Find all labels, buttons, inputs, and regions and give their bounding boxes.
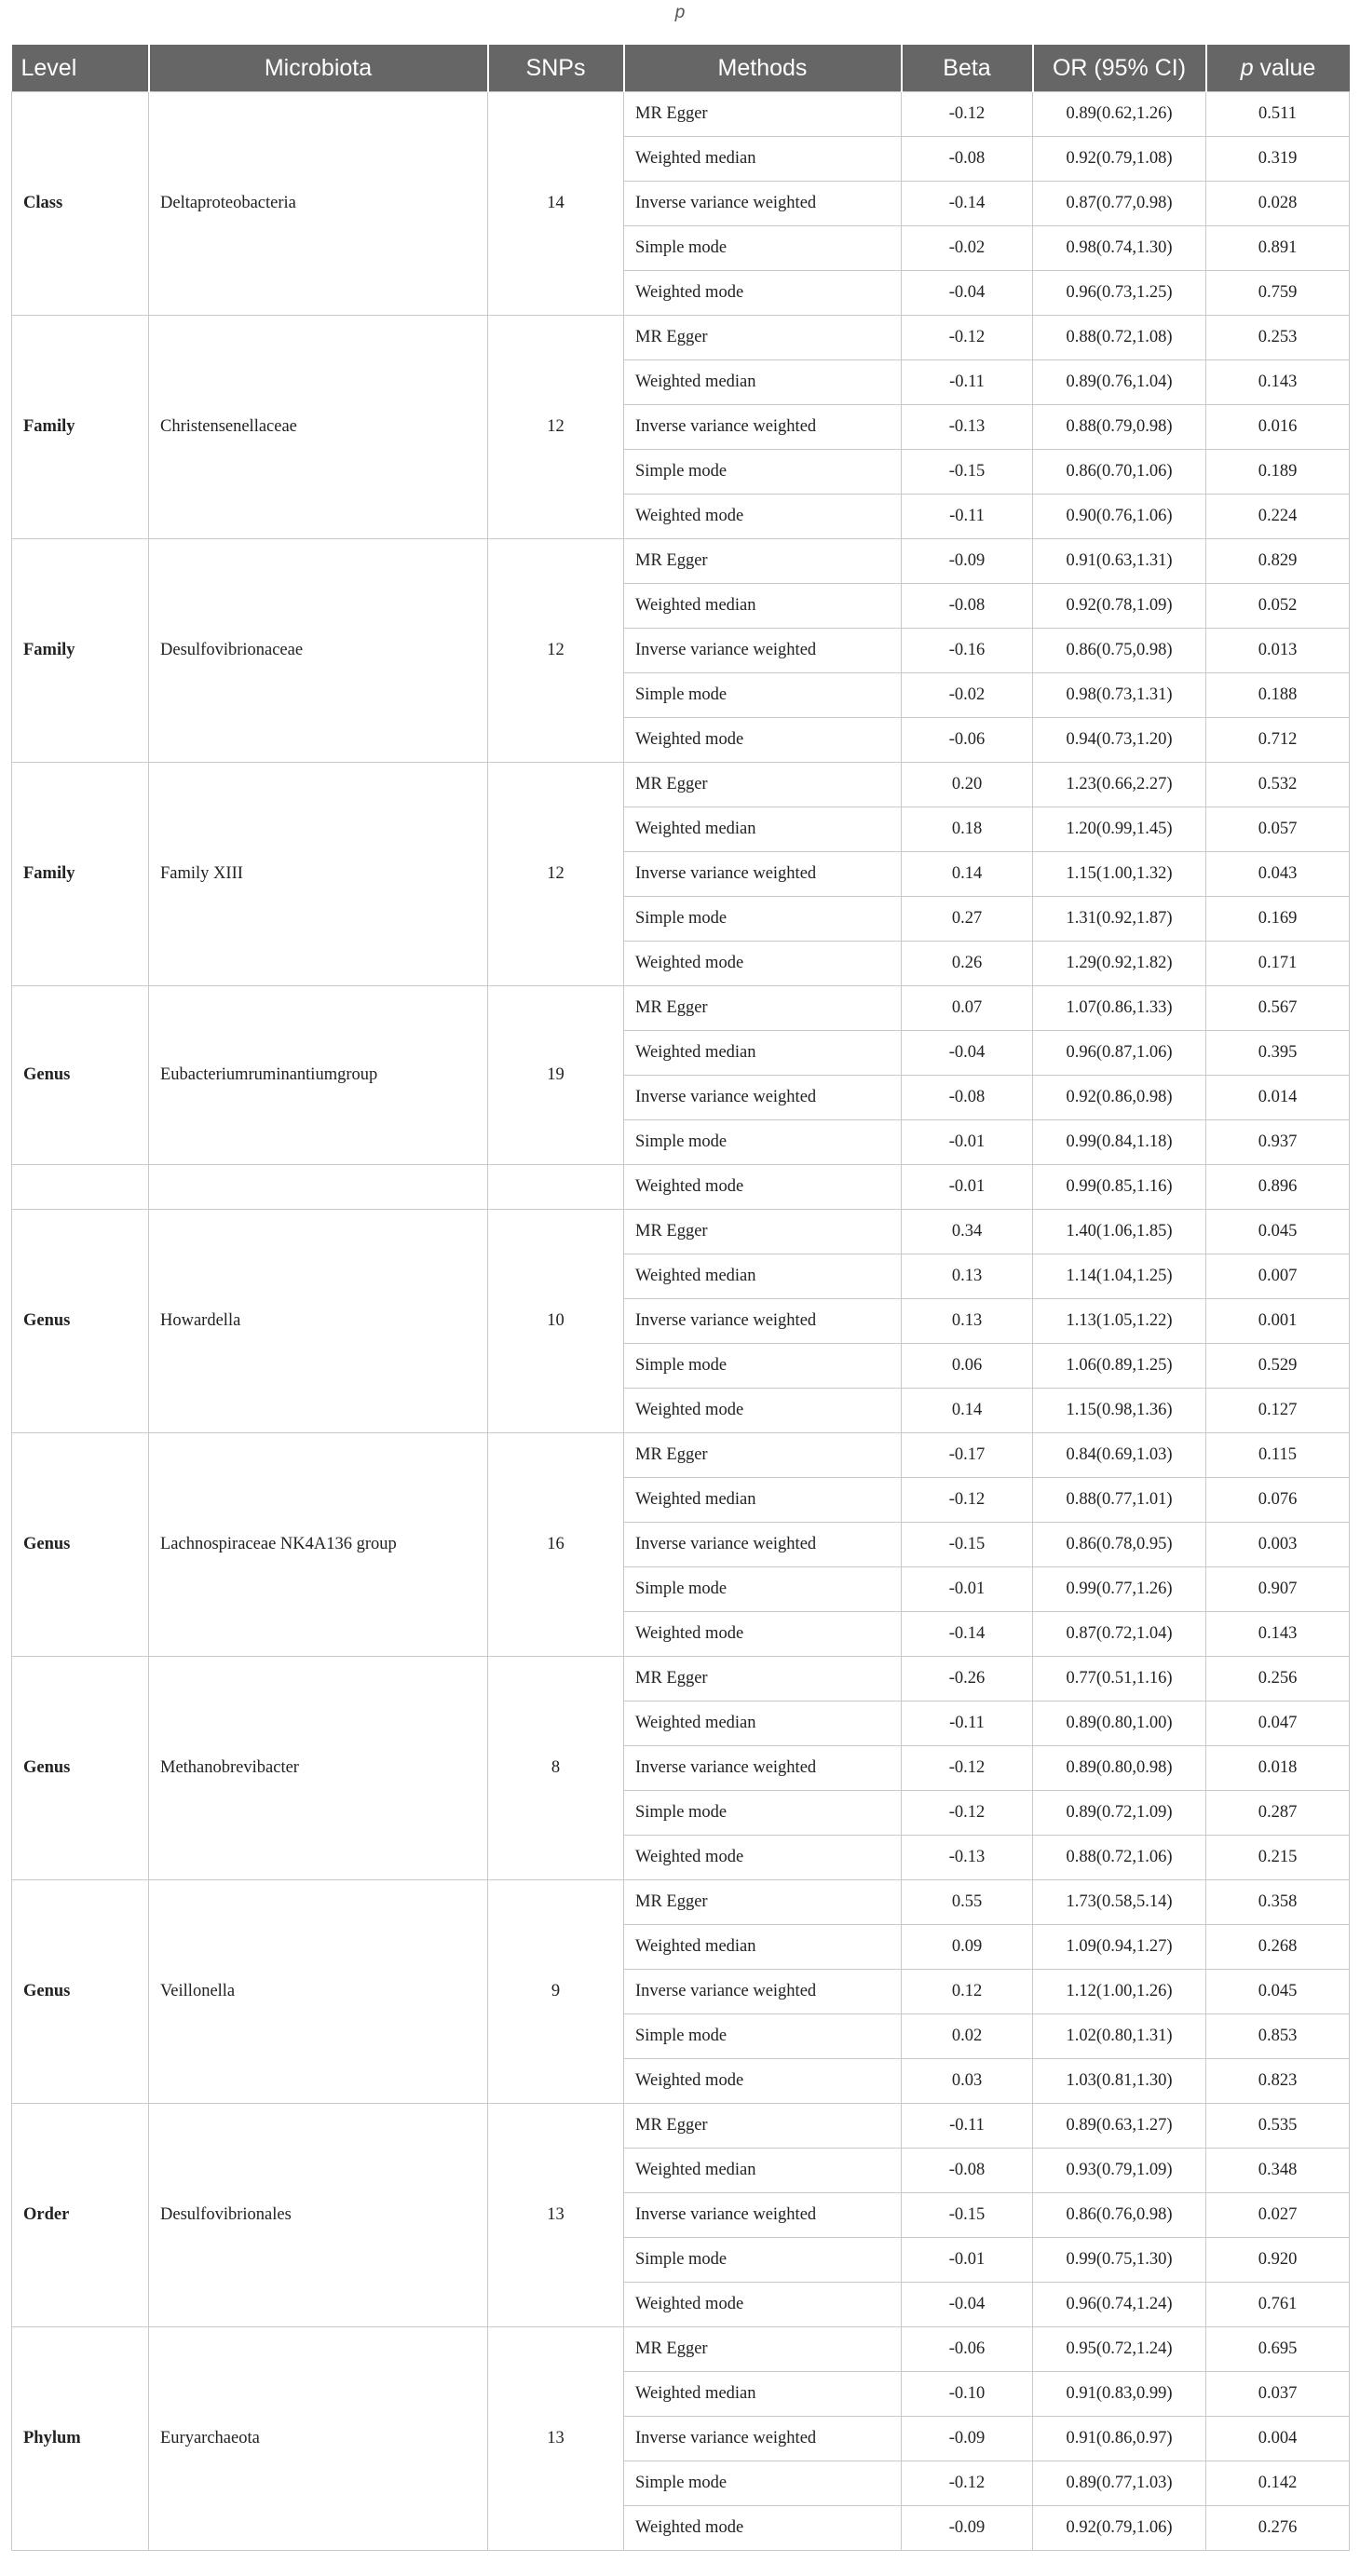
level-cell: Phylum: [12, 2327, 149, 2551]
header-beta: Beta: [902, 45, 1033, 92]
or-ci-cell: 0.88(0.72,1.06): [1033, 1836, 1206, 1880]
or-ci-cell: 1.73(0.58,5.14): [1033, 1880, 1206, 1925]
p-value-cell: 0.188: [1206, 673, 1350, 718]
method-cell: Inverse variance weighted: [624, 405, 902, 450]
beta-cell: 0.09: [902, 1925, 1033, 1970]
table-row: [12, 1880, 1350, 1925]
or-ci-cell: 0.77(0.51,1.16): [1033, 1657, 1206, 1702]
beta-cell: -0.12: [902, 316, 1033, 360]
method-cell: Simple mode: [624, 450, 902, 495]
p-value-cell: 0.143: [1206, 360, 1350, 405]
or-ci-cell: 0.96(0.73,1.25): [1033, 271, 1206, 316]
snps-cell: 19: [488, 986, 624, 1165]
method-cell: Simple mode: [624, 2461, 902, 2506]
beta-cell: -0.13: [902, 1836, 1033, 1880]
p-value-cell: 0.829: [1206, 539, 1350, 584]
or-ci-cell: 0.94(0.73,1.20): [1033, 718, 1206, 763]
microbiota-cell: Desulfovibrionaceae: [149, 539, 488, 763]
p-value-cell: 0.535: [1206, 2104, 1350, 2149]
p-value-cell: 0.567: [1206, 986, 1350, 1031]
method-cell: Inverse variance weighted: [624, 1970, 902, 2014]
header-level: Level: [12, 45, 149, 92]
microbiota-cell: Howardella: [149, 1210, 488, 1433]
or-ci-cell: 1.09(0.94,1.27): [1033, 1925, 1206, 1970]
beta-cell: -0.04: [902, 1031, 1033, 1076]
table-row: [12, 2327, 1350, 2372]
table-row: [12, 316, 1350, 360]
method-cell: Weighted median: [624, 2149, 902, 2193]
method-cell: MR Egger: [624, 539, 902, 584]
beta-cell: -0.08: [902, 1076, 1033, 1120]
p-value-cell: 0.052: [1206, 584, 1350, 629]
p-value-cell: 0.043: [1206, 852, 1350, 897]
method-cell: Inverse variance weighted: [624, 629, 902, 673]
table-header: [12, 45, 1350, 92]
beta-cell: -0.08: [902, 137, 1033, 182]
beta-cell: -0.09: [902, 539, 1033, 584]
method-cell: Weighted median: [624, 1031, 902, 1076]
method-cell: Weighted median: [624, 2372, 902, 2417]
microbiota-cell: Veillonella: [149, 1880, 488, 2104]
p-value-cell: 0.224: [1206, 495, 1350, 539]
level-cell: Genus: [12, 1210, 149, 1433]
level-cell: Family: [12, 316, 149, 539]
level-cell: [12, 1165, 149, 1210]
level-cell: Genus: [12, 986, 149, 1165]
p-value-cell: 0.171: [1206, 942, 1350, 986]
level-cell: Class: [12, 92, 149, 316]
method-cell: Inverse variance weighted: [624, 1299, 902, 1344]
p-value-cell: 0.529: [1206, 1344, 1350, 1389]
or-ci-cell: 0.99(0.85,1.16): [1033, 1165, 1206, 1210]
p-value-cell: 0.007: [1206, 1254, 1350, 1299]
or-ci-cell: 1.23(0.66,2.27): [1033, 763, 1206, 807]
p-value-cell: 0.253: [1206, 316, 1350, 360]
or-ci-cell: 0.95(0.72,1.24): [1033, 2327, 1206, 2372]
or-ci-cell: 0.91(0.86,0.97): [1033, 2417, 1206, 2461]
method-cell: Inverse variance weighted: [624, 2193, 902, 2238]
beta-cell: -0.15: [902, 450, 1033, 495]
method-cell: Weighted median: [624, 807, 902, 852]
beta-cell: 0.18: [902, 807, 1033, 852]
beta-cell: -0.12: [902, 1478, 1033, 1523]
snps-cell: 12: [488, 763, 624, 986]
p-value-cell: 0.115: [1206, 1433, 1350, 1478]
method-cell: MR Egger: [624, 1880, 902, 1925]
or-ci-cell: 0.92(0.78,1.09): [1033, 584, 1206, 629]
snps-cell: 12: [488, 316, 624, 539]
or-ci-cell: 0.89(0.80,0.98): [1033, 1746, 1206, 1791]
or-ci-cell: 0.89(0.62,1.26): [1033, 92, 1206, 137]
p-value-cell: 0.142: [1206, 2461, 1350, 2506]
table-row: [12, 1433, 1350, 1478]
beta-cell: -0.09: [902, 2417, 1033, 2461]
microbiota-cell: Lachnospiraceae NK4A136 group: [149, 1433, 488, 1657]
level-cell: Family: [12, 539, 149, 763]
or-ci-cell: 0.92(0.86,0.98): [1033, 1076, 1206, 1120]
method-cell: Weighted median: [624, 360, 902, 405]
beta-cell: -0.14: [902, 1612, 1033, 1657]
or-ci-cell: 1.03(0.81,1.30): [1033, 2059, 1206, 2104]
snps-cell: 16: [488, 1433, 624, 1657]
beta-cell: -0.02: [902, 226, 1033, 271]
or-ci-cell: 0.87(0.72,1.04): [1033, 1612, 1206, 1657]
or-ci-cell: 0.86(0.76,0.98): [1033, 2193, 1206, 2238]
beta-cell: 0.20: [902, 763, 1033, 807]
beta-cell: -0.16: [902, 629, 1033, 673]
p-value-cell: 0.319: [1206, 137, 1350, 182]
beta-cell: 0.27: [902, 897, 1033, 942]
or-ci-cell: 0.87(0.77,0.98): [1033, 182, 1206, 226]
or-ci-cell: 1.14(1.04,1.25): [1033, 1254, 1206, 1299]
p-value-cell: 0.920: [1206, 2238, 1350, 2283]
beta-cell: -0.11: [902, 1702, 1033, 1746]
p-value-cell: 0.823: [1206, 2059, 1350, 2104]
p-value-cell: 0.045: [1206, 1970, 1350, 2014]
method-cell: Weighted median: [624, 1254, 902, 1299]
or-ci-cell: 1.29(0.92,1.82): [1033, 942, 1206, 986]
method-cell: MR Egger: [624, 1210, 902, 1254]
or-ci-cell: 0.96(0.87,1.06): [1033, 1031, 1206, 1076]
p-value-cell: 0.695: [1206, 2327, 1350, 2372]
beta-cell: -0.12: [902, 1746, 1033, 1791]
or-ci-cell: 1.20(0.99,1.45): [1033, 807, 1206, 852]
or-ci-cell: 0.91(0.63,1.31): [1033, 539, 1206, 584]
p-value-cell: 0.143: [1206, 1612, 1350, 1657]
snps-cell: [488, 1165, 624, 1210]
beta-cell: -0.08: [902, 584, 1033, 629]
beta-cell: -0.01: [902, 1165, 1033, 1210]
or-ci-cell: 1.40(1.06,1.85): [1033, 1210, 1206, 1254]
or-ci-cell: 0.99(0.84,1.18): [1033, 1120, 1206, 1165]
method-cell: MR Egger: [624, 2104, 902, 2149]
p-value-cell: 0.003: [1206, 1523, 1350, 1567]
method-cell: Weighted mode: [624, 1612, 902, 1657]
or-ci-cell: 0.86(0.75,0.98): [1033, 629, 1206, 673]
table-row: [12, 92, 1350, 137]
p-value-cell: 0.907: [1206, 1567, 1350, 1612]
p-value-cell: 0.348: [1206, 2149, 1350, 2193]
or-ci-cell: 0.90(0.76,1.06): [1033, 495, 1206, 539]
header-p-italic: p: [1240, 54, 1254, 81]
or-ci-cell: 1.06(0.89,1.25): [1033, 1344, 1206, 1389]
p-value-cell: 0.287: [1206, 1791, 1350, 1836]
method-cell: MR Egger: [624, 2327, 902, 2372]
p-value-cell: 0.853: [1206, 2014, 1350, 2059]
method-cell: Inverse variance weighted: [624, 1523, 902, 1567]
method-cell: Simple mode: [624, 2014, 902, 2059]
beta-cell: 0.12: [902, 1970, 1033, 2014]
or-ci-cell: 1.02(0.80,1.31): [1033, 2014, 1206, 2059]
method-cell: MR Egger: [624, 1433, 902, 1478]
beta-cell: -0.15: [902, 1523, 1033, 1567]
method-cell: Simple mode: [624, 1344, 902, 1389]
p-value-cell: 0.215: [1206, 1836, 1350, 1880]
method-cell: Simple mode: [624, 673, 902, 718]
or-ci-cell: 1.12(1.00,1.26): [1033, 1970, 1206, 2014]
table-caption: p: [674, 3, 686, 22]
beta-cell: -0.14: [902, 182, 1033, 226]
beta-cell: -0.04: [902, 2283, 1033, 2327]
table-row: [12, 539, 1350, 584]
or-ci-cell: 1.31(0.92,1.87): [1033, 897, 1206, 942]
microbiota-cell: Eubacteriumruminantiumgroup: [149, 986, 488, 1165]
p-value-cell: 0.759: [1206, 271, 1350, 316]
or-ci-cell: 0.89(0.63,1.27): [1033, 2104, 1206, 2149]
p-value-cell: 0.256: [1206, 1657, 1350, 1702]
beta-cell: 0.34: [902, 1210, 1033, 1254]
beta-cell: -0.13: [902, 405, 1033, 450]
method-cell: Weighted mode: [624, 1836, 902, 1880]
or-ci-cell: 0.93(0.79,1.09): [1033, 2149, 1206, 2193]
or-ci-cell: 1.07(0.86,1.33): [1033, 986, 1206, 1031]
or-ci-cell: 0.96(0.74,1.24): [1033, 2283, 1206, 2327]
or-ci-cell: 0.89(0.77,1.03): [1033, 2461, 1206, 2506]
microbiota-cell: Desulfovibrionales: [149, 2104, 488, 2327]
method-cell: Simple mode: [624, 226, 902, 271]
beta-cell: -0.06: [902, 718, 1033, 763]
table-row: [12, 1657, 1350, 1702]
snps-cell: 10: [488, 1210, 624, 1433]
p-value-cell: 0.169: [1206, 897, 1350, 942]
level-cell: Genus: [12, 1880, 149, 2104]
or-ci-cell: 0.92(0.79,1.06): [1033, 2506, 1206, 2551]
microbiota-cell: Methanobrevibacter: [149, 1657, 488, 1880]
method-cell: Weighted median: [624, 1478, 902, 1523]
header-snps: SNPs: [488, 45, 624, 92]
or-ci-cell: 1.15(0.98,1.36): [1033, 1389, 1206, 1433]
p-value-cell: 0.013: [1206, 629, 1350, 673]
method-cell: MR Egger: [624, 763, 902, 807]
microbiota-cell: [149, 1165, 488, 1210]
or-ci-cell: 0.98(0.74,1.30): [1033, 226, 1206, 271]
beta-cell: -0.11: [902, 2104, 1033, 2149]
method-cell: Weighted median: [624, 1702, 902, 1746]
beta-cell: -0.11: [902, 360, 1033, 405]
method-cell: MR Egger: [624, 1657, 902, 1702]
p-value-cell: 0.395: [1206, 1031, 1350, 1076]
or-ci-cell: 0.88(0.79,0.98): [1033, 405, 1206, 450]
beta-cell: -0.26: [902, 1657, 1033, 1702]
beta-cell: 0.14: [902, 1389, 1033, 1433]
method-cell: Inverse variance weighted: [624, 2417, 902, 2461]
level-cell: Order: [12, 2104, 149, 2327]
method-cell: Weighted mode: [624, 271, 902, 316]
method-cell: Inverse variance weighted: [624, 182, 902, 226]
beta-cell: 0.06: [902, 1344, 1033, 1389]
beta-cell: 0.14: [902, 852, 1033, 897]
beta-cell: -0.01: [902, 2238, 1033, 2283]
header-p-rest: value: [1253, 54, 1316, 81]
p-value-cell: 0.037: [1206, 2372, 1350, 2417]
header-row: [12, 45, 1350, 92]
p-value-cell: 0.004: [1206, 2417, 1350, 2461]
or-ci-cell: 0.89(0.80,1.00): [1033, 1702, 1206, 1746]
or-ci-cell: 0.84(0.69,1.03): [1033, 1433, 1206, 1478]
microbiota-cell: Christensenellaceae: [149, 316, 488, 539]
beta-cell: -0.10: [902, 2372, 1033, 2417]
p-value-cell: 0.891: [1206, 226, 1350, 271]
method-cell: Weighted mode: [624, 1165, 902, 1210]
or-ci-cell: 0.89(0.72,1.09): [1033, 1791, 1206, 1836]
table-row: [12, 763, 1350, 807]
p-value-cell: 0.276: [1206, 2506, 1350, 2551]
beta-cell: 0.55: [902, 1880, 1033, 1925]
p-value-cell: 0.268: [1206, 1925, 1350, 1970]
snps-cell: 13: [488, 2327, 624, 2551]
method-cell: Simple mode: [624, 1791, 902, 1836]
table-row: [12, 1210, 1350, 1254]
level-cell: Genus: [12, 1657, 149, 1880]
beta-cell: -0.09: [902, 2506, 1033, 2551]
beta-cell: 0.03: [902, 2059, 1033, 2104]
method-cell: Weighted median: [624, 137, 902, 182]
method-cell: Simple mode: [624, 1120, 902, 1165]
p-value-cell: 0.057: [1206, 807, 1350, 852]
method-cell: Simple mode: [624, 897, 902, 942]
method-cell: Weighted mode: [624, 2506, 902, 2551]
or-ci-cell: 0.86(0.70,1.06): [1033, 450, 1206, 495]
beta-cell: -0.12: [902, 1791, 1033, 1836]
p-value-cell: 0.018: [1206, 1746, 1350, 1791]
header-or: OR (95% CI): [1033, 45, 1206, 92]
table-row: [12, 986, 1350, 1031]
p-value-cell: 0.937: [1206, 1120, 1350, 1165]
p-value-cell: 0.189: [1206, 450, 1350, 495]
method-cell: Inverse variance weighted: [624, 1746, 902, 1791]
method-cell: MR Egger: [624, 316, 902, 360]
level-cell: Genus: [12, 1433, 149, 1657]
method-cell: Weighted mode: [624, 1389, 902, 1433]
beta-cell: -0.02: [902, 673, 1033, 718]
or-ci-cell: 0.99(0.75,1.30): [1033, 2238, 1206, 2283]
table-row: [12, 1165, 1350, 1210]
p-value-cell: 0.027: [1206, 2193, 1350, 2238]
beta-cell: -0.04: [902, 271, 1033, 316]
beta-cell: -0.11: [902, 495, 1033, 539]
beta-cell: -0.15: [902, 2193, 1033, 2238]
method-cell: Weighted median: [624, 584, 902, 629]
method-cell: MR Egger: [624, 986, 902, 1031]
beta-cell: 0.02: [902, 2014, 1033, 2059]
beta-cell: -0.12: [902, 2461, 1033, 2506]
beta-cell: -0.01: [902, 1120, 1033, 1165]
or-ci-cell: 0.98(0.73,1.31): [1033, 673, 1206, 718]
beta-cell: -0.01: [902, 1567, 1033, 1612]
p-value-cell: 0.028: [1206, 182, 1350, 226]
p-value-cell: 0.896: [1206, 1165, 1350, 1210]
beta-cell: -0.06: [902, 2327, 1033, 2372]
beta-cell: 0.26: [902, 942, 1033, 986]
method-cell: Weighted mode: [624, 2059, 902, 2104]
p-value-cell: 0.076: [1206, 1478, 1350, 1523]
method-cell: Simple mode: [624, 1567, 902, 1612]
header-microbiota: Microbiota: [149, 45, 488, 92]
method-cell: Weighted mode: [624, 718, 902, 763]
beta-cell: 0.07: [902, 986, 1033, 1031]
or-ci-cell: 1.13(1.05,1.22): [1033, 1299, 1206, 1344]
table-row: [12, 2104, 1350, 2149]
or-ci-cell: 0.88(0.72,1.08): [1033, 316, 1206, 360]
p-value-cell: 0.532: [1206, 763, 1350, 807]
level-cell: Family: [12, 763, 149, 986]
header-p-value: [1206, 45, 1350, 92]
snps-cell: 14: [488, 92, 624, 316]
p-value-cell: 0.014: [1206, 1076, 1350, 1120]
or-ci-cell: 0.88(0.77,1.01): [1033, 1478, 1206, 1523]
or-ci-cell: 1.15(1.00,1.32): [1033, 852, 1206, 897]
method-cell: MR Egger: [624, 92, 902, 137]
method-cell: Weighted mode: [624, 2283, 902, 2327]
microbiota-cell: Euryarchaeota: [149, 2327, 488, 2551]
method-cell: Simple mode: [624, 2238, 902, 2283]
header-methods: Methods: [624, 45, 902, 92]
method-cell: Weighted mode: [624, 495, 902, 539]
p-value-cell: 0.761: [1206, 2283, 1350, 2327]
beta-cell: -0.12: [902, 92, 1033, 137]
beta-cell: -0.17: [902, 1433, 1033, 1478]
method-cell: Inverse variance weighted: [624, 852, 902, 897]
p-value-cell: 0.511: [1206, 92, 1350, 137]
or-ci-cell: 0.89(0.76,1.04): [1033, 360, 1206, 405]
snps-cell: 8: [488, 1657, 624, 1880]
p-value-cell: 0.358: [1206, 1880, 1350, 1925]
p-value-cell: 0.127: [1206, 1389, 1350, 1433]
method-cell: Weighted median: [624, 1925, 902, 1970]
microbiota-cell: Family XIII: [149, 763, 488, 986]
snps-cell: 13: [488, 2104, 624, 2327]
or-ci-cell: 0.86(0.78,0.95): [1033, 1523, 1206, 1567]
microbiota-cell: Deltaproteobacteria: [149, 92, 488, 316]
snps-cell: 12: [488, 539, 624, 763]
method-cell: Weighted mode: [624, 942, 902, 986]
p-value-cell: 0.016: [1206, 405, 1350, 450]
beta-cell: 0.13: [902, 1299, 1033, 1344]
beta-cell: -0.08: [902, 2149, 1033, 2193]
p-value-cell: 0.047: [1206, 1702, 1350, 1746]
or-ci-cell: 0.92(0.79,1.08): [1033, 137, 1206, 182]
beta-cell: 0.13: [902, 1254, 1033, 1299]
p-value-cell: 0.712: [1206, 718, 1350, 763]
p-value-cell: 0.001: [1206, 1299, 1350, 1344]
or-ci-cell: 0.91(0.83,0.99): [1033, 2372, 1206, 2417]
or-ci-cell: 0.99(0.77,1.26): [1033, 1567, 1206, 1612]
p-value-cell: 0.045: [1206, 1210, 1350, 1254]
snps-cell: 9: [488, 1880, 624, 2104]
method-cell: Inverse variance weighted: [624, 1076, 902, 1120]
results-table: [11, 45, 1350, 2551]
table-body: [12, 92, 1350, 2551]
